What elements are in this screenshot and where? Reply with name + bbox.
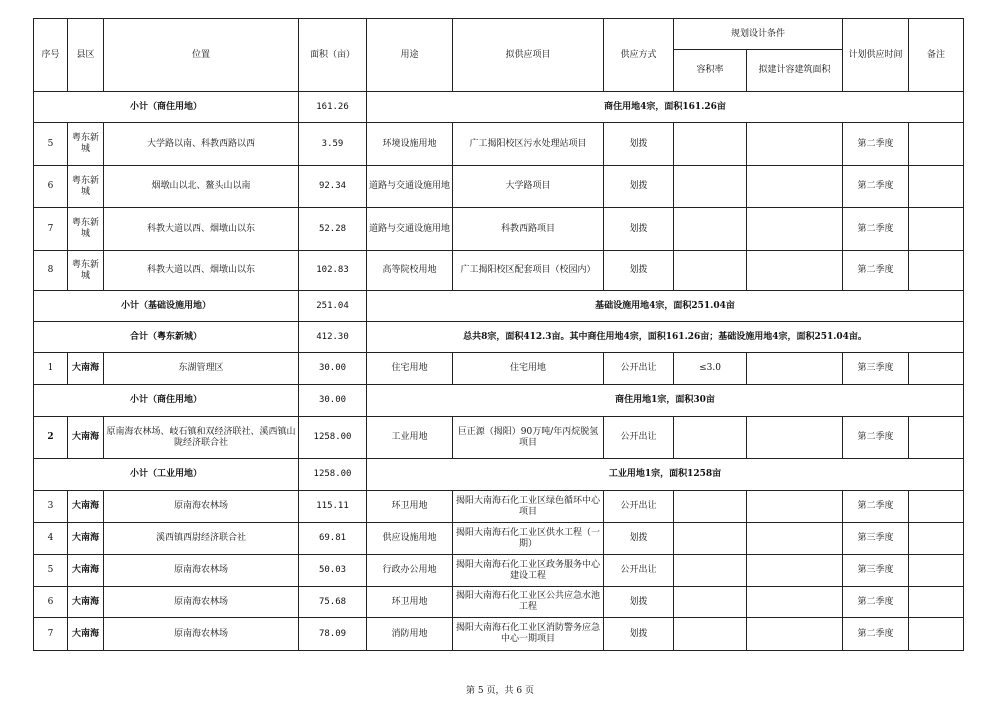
cell-county: 大南海 [68,417,104,459]
cell-project: 广工揭阳校区配套项目（校园内） [453,251,604,291]
subtotal-label: 小计（基础设施用地） [34,291,299,322]
cell-far [674,417,747,459]
cell-far [674,251,747,291]
subtotal-row [34,385,964,417]
subtotal-label: 合计（粤东新城） [34,322,299,353]
cell-no: 7 [34,208,68,251]
cell-location: 原南海农林场、岐石镇和双经济联社、溪西镇山陇经济联合社 [104,417,299,459]
cell-usage: 行政办公用地 [367,555,453,587]
header-county: 县区 [68,19,104,92]
cell-far [674,555,747,587]
table-row [34,587,964,618]
cell-area: 1258.00 [299,417,367,459]
subtotal-row [34,291,964,322]
cell-area: 75.68 [299,587,367,618]
cell-remark [909,208,964,251]
cell-no: 6 [34,587,68,618]
subtotal-area: 30.00 [299,385,367,417]
cell-build-area [747,251,843,291]
table-row [34,166,964,208]
subtotal-area: 1258.00 [299,459,367,491]
cell-supply: 公开出让 [604,491,674,523]
cell-remark [909,166,964,208]
cell-far [674,618,747,651]
cell-location: 原南海农林场 [104,491,299,523]
page-footer: 第 5 页，共 6 页 [466,686,534,696]
cell-county: 大南海 [68,523,104,555]
cell-time: 第二季度 [843,491,909,523]
cell-remark [909,587,964,618]
header-area: 面积（亩） [299,19,367,92]
cell-location: 科教大道以西、烟墩山以东 [104,251,299,291]
header-remark: 备注 [909,19,964,92]
cell-remark [909,417,964,459]
subtotal-area: 161.26 [299,92,367,123]
subtotal-label: 小计（工业用地） [34,459,299,491]
cell-usage: 道路与交通设施用地 [367,166,453,208]
cell-no: 8 [34,251,68,291]
cell-supply: 划拨 [604,618,674,651]
cell-build-area [747,491,843,523]
cell-location: 原南海农林场 [104,555,299,587]
cell-area: 30.00 [299,353,367,385]
cell-location: 烟墩山以北、鳌头山以南 [104,166,299,208]
cell-far: ≤3.0 [674,353,747,385]
cell-remark [909,523,964,555]
cell-location: 东湖管理区 [104,353,299,385]
cell-build-area [747,618,843,651]
cell-far [674,587,747,618]
cell-project: 广工揭阳校区污水处理站项目 [453,123,604,166]
cell-county: 粤东新城 [68,208,104,251]
header-no: 序号 [34,19,68,92]
cell-location: 原南海农林场 [104,587,299,618]
subtotal-row [34,459,964,491]
cell-usage: 环境设施用地 [367,123,453,166]
subtotal-label: 小计（商住用地） [34,92,299,123]
header-time: 计划供应时间 [843,19,909,92]
cell-build-area [747,523,843,555]
header-far: 容积率 [674,50,747,92]
subtotal-label: 小计（商住用地） [34,385,299,417]
table-row [34,555,964,587]
cell-no: 2 [34,417,68,459]
cell-no: 1 [34,353,68,385]
cell-project: 住宅用地 [453,353,604,385]
cell-supply: 划拨 [604,523,674,555]
cell-supply: 公开出让 [604,555,674,587]
cell-remark [909,618,964,651]
cell-area: 115.11 [299,491,367,523]
cell-area: 92.34 [299,166,367,208]
cell-no: 3 [34,491,68,523]
cell-county: 粤东新城 [68,166,104,208]
cell-no: 5 [34,123,68,166]
cell-project: 巨正源（揭阳）90万吨/年丙烷脱氢项目 [453,417,604,459]
cell-far [674,123,747,166]
table-row [34,491,964,523]
cell-far [674,208,747,251]
subtotal-note: 商住用地1宗，面积30亩 [367,385,964,417]
cell-supply: 划拨 [604,208,674,251]
table-row [34,251,964,291]
table-row [34,417,964,459]
cell-usage: 道路与交通设施用地 [367,208,453,251]
cell-no: 6 [34,166,68,208]
cell-project: 揭阳大南海石化工业区公共应急水池工程 [453,587,604,618]
cell-far [674,166,747,208]
cell-far [674,523,747,555]
cell-time: 第二季度 [843,208,909,251]
cell-area: 102.83 [299,251,367,291]
subtotal-area: 412.30 [299,322,367,353]
cell-project: 揭阳大南海石化工业区供水工程（一期） [453,523,604,555]
cell-remark [909,353,964,385]
cell-project: 揭阳大南海石化工业区绿色循环中心项目 [453,491,604,523]
subtotal-note: 商住用地4宗，面积161.26亩 [367,92,964,123]
cell-time: 第二季度 [843,251,909,291]
cell-time: 第三季度 [843,353,909,385]
cell-supply: 划拨 [604,123,674,166]
table-row [34,523,964,555]
cell-county: 大南海 [68,555,104,587]
cell-usage: 消防用地 [367,618,453,651]
cell-build-area [747,166,843,208]
cell-time: 第二季度 [843,618,909,651]
cell-supply: 划拨 [604,166,674,208]
cell-county: 大南海 [68,491,104,523]
cell-county: 大南海 [68,353,104,385]
cell-area: 69.81 [299,523,367,555]
subtotal-row [34,92,964,123]
table-row [34,123,964,166]
cell-supply: 公开出让 [604,417,674,459]
cell-build-area [747,123,843,166]
cell-remark [909,123,964,166]
header-usage: 用途 [367,19,453,92]
cell-remark [909,491,964,523]
cell-usage: 供应设施用地 [367,523,453,555]
subtotal-note: 工业用地1宗，面积1258亩 [367,459,964,491]
table-row [34,618,964,651]
header-location: 位置 [104,19,299,92]
cell-usage: 环卫用地 [367,587,453,618]
cell-usage: 高等院校用地 [367,251,453,291]
cell-time: 第二季度 [843,166,909,208]
cell-location: 原南海农林场 [104,618,299,651]
cell-time: 第二季度 [843,587,909,618]
cell-time: 第二季度 [843,123,909,166]
cell-time: 第三季度 [843,555,909,587]
cell-area: 78.09 [299,618,367,651]
cell-supply: 划拨 [604,251,674,291]
cell-usage: 住宅用地 [367,353,453,385]
cell-usage: 环卫用地 [367,491,453,523]
land-supply-table [33,18,964,651]
cell-location: 溪西镇西尉经济联合社 [104,523,299,555]
cell-county: 粤东新城 [68,251,104,291]
subtotal-note: 基础设施用地4宗，面积251.04亩 [367,291,964,322]
cell-project: 揭阳大南海石化工业区政务服务中心建设工程 [453,555,604,587]
header-supply: 供应方式 [604,19,674,92]
cell-usage: 工业用地 [367,417,453,459]
subtotal-note: 总共8宗，面积412.3亩。其中商住用地4宗，面积161.26亩；基础设施用地4宗，面积251.04亩。 [367,322,964,353]
cell-supply: 公开出让 [604,353,674,385]
subtotal-area: 251.04 [299,291,367,322]
cell-county: 粤东新城 [68,123,104,166]
header-build-area: 拟建计容建筑面积 [747,50,843,92]
cell-no: 5 [34,555,68,587]
cell-area: 52.28 [299,208,367,251]
table-row [34,208,964,251]
subtotal-row [34,322,964,353]
cell-area: 50.03 [299,555,367,587]
cell-area: 3.59 [299,123,367,166]
cell-build-area [747,353,843,385]
cell-build-area [747,587,843,618]
cell-county: 大南海 [68,618,104,651]
cell-project: 大学路项目 [453,166,604,208]
header-plan: 规划设计条件 [674,19,843,50]
cell-time: 第三季度 [843,523,909,555]
cell-location: 科教大道以西、烟墩山以东 [104,208,299,251]
cell-build-area [747,555,843,587]
cell-county: 大南海 [68,587,104,618]
cell-time: 第二季度 [843,417,909,459]
header-project: 拟供应项目 [453,19,604,92]
cell-build-area [747,208,843,251]
cell-location: 大学路以南、科教西路以西 [104,123,299,166]
cell-project: 科教西路项目 [453,208,604,251]
cell-supply: 划拨 [604,587,674,618]
cell-remark [909,555,964,587]
cell-far [674,491,747,523]
cell-no: 7 [34,618,68,651]
cell-no: 4 [34,523,68,555]
cell-remark [909,251,964,291]
cell-project: 揭阳大南海石化工业区消防警务应急中心一期项目 [453,618,604,651]
table-row [34,353,964,385]
cell-build-area [747,417,843,459]
